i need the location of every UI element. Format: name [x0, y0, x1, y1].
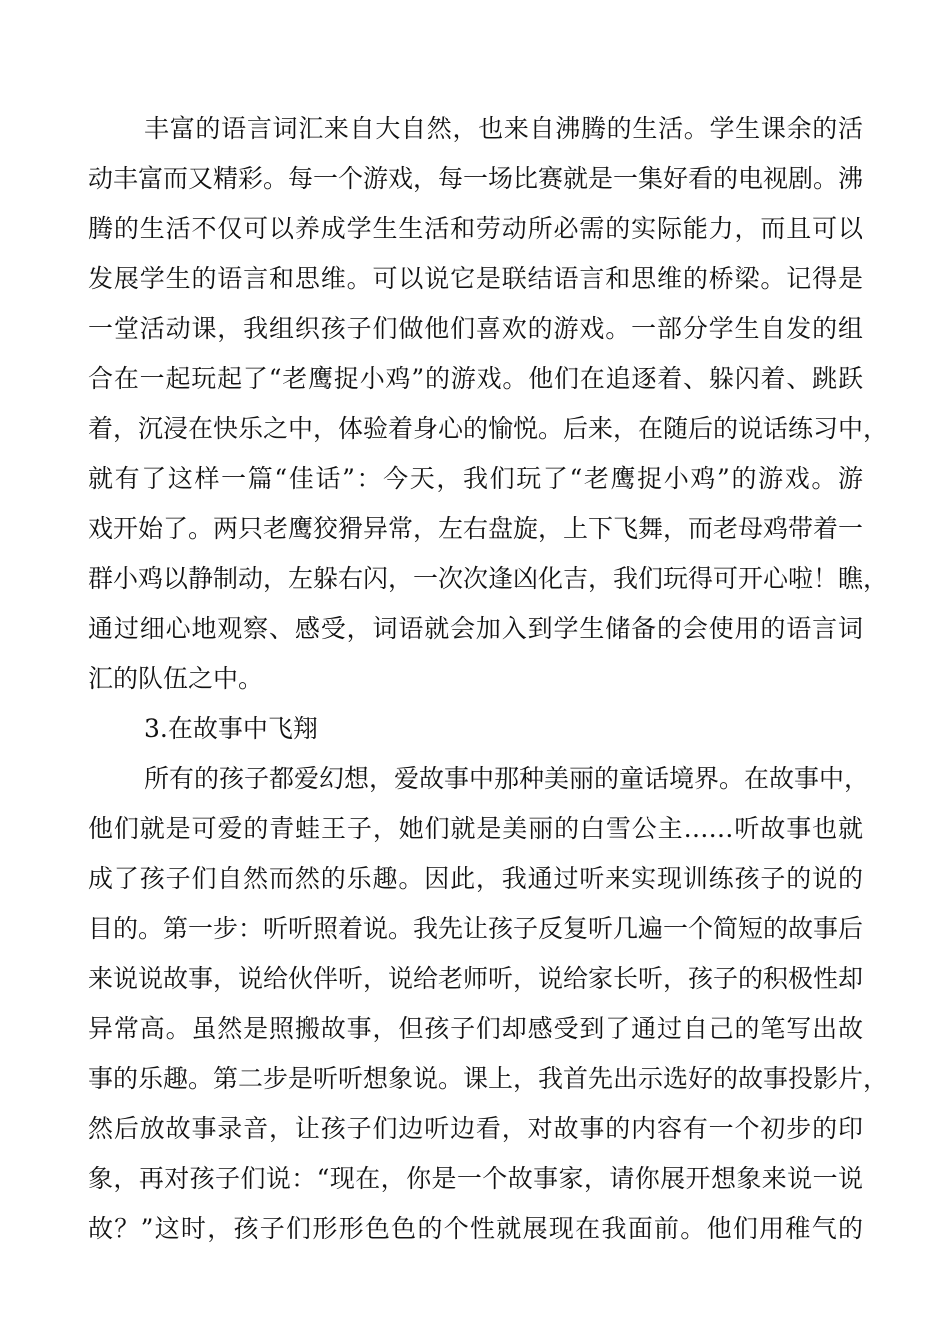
paragraph-line: 戏开始了。两只老鹰狡猾异常，左右盘旋，上下飞舞，而老母鸡带着一	[88, 514, 864, 543]
section-heading: 3.在故事中飞翔	[144, 714, 318, 743]
paragraph-line: 所有的孩子都爱幻想，爱故事中那种美丽的童话境界。在故事中，	[144, 764, 870, 793]
paragraph-line: 通过细心地观察、感受，词语就会加入到学生储备的会使用的语言词	[88, 614, 863, 643]
paragraph-line: 合在一起玩起了“老鹰捉小鸡”的游戏。他们在追逐着、躲闪着、跳跃	[88, 364, 863, 393]
paragraph-1	[88, 104, 889, 704]
paragraph-line: 一堂活动课，我组织孩子们做他们喜欢的游戏。一部分学生自发的组	[88, 314, 863, 343]
paragraph-line: 故？”这时，孩子们形形色色的个性就展现在我面前。他们用稚气的	[88, 1214, 863, 1243]
paragraph-line: 腾的生活不仅可以养成学生生活和劳动所必需的实际能力，而且可以	[88, 214, 863, 243]
paragraph-2	[88, 754, 889, 1254]
paragraph-line: 他们就是可爱的青蛙王子，她们就是美丽的白雪公主……听故事也就	[88, 814, 863, 843]
paragraph-line: 然后放故事录音，让孩子们边听边看，对故事的内容有一个初步的印	[88, 1114, 863, 1143]
paragraph-line: 发展学生的语言和思维。可以说它是联结语言和思维的桥梁。记得是	[88, 264, 863, 293]
paragraph-line: 异常高。虽然是照搬故事，但孩子们却感受到了通过自己的笔写出故	[88, 1014, 863, 1043]
paragraph-line: 丰富的语言词汇来自大自然，也来自沸腾的生活。学生课余的活	[144, 114, 863, 143]
paragraph-line: 来说说故事，说给伙伴听，说给老师听，说给家长听，孩子的积极性却	[88, 964, 864, 993]
document-body	[88, 104, 889, 1254]
paragraph-line: 目的。第一步：听听照着说。我先让孩子反复听几遍一个简短的故事后	[88, 914, 864, 943]
paragraph-line: 事的乐趣。第二步是听听想象说。课上，我首先出示选好的故事投影片，	[88, 1064, 889, 1093]
paragraph-line: 着，沉浸在快乐之中，体验着身心的愉悦。后来，在随后的说话练习中，	[88, 414, 889, 443]
paragraph-line: 群小鸡以静制动，左躲右闪，一次次逢凶化吉，我们玩得可开心啦！瞧，	[88, 564, 889, 593]
paragraph-line: 动丰富而又精彩。每一个游戏，每一场比赛就是一集好看的电视剧。沸	[88, 164, 864, 193]
paragraph-line: 汇的队伍之中。	[88, 664, 264, 693]
paragraph-line: 就有了这样一篇“佳话”：今天，我们玩了“老鹰捉小鸡”的游戏。游	[88, 464, 863, 493]
paragraph-line: 象，再对孩子们说：“现在，你是一个故事家，请你展开想象来说一说	[88, 1164, 863, 1193]
paragraph-line: 成了孩子们自然而然的乐趣。因此，我通过听来实现训练孩子的说的	[88, 864, 863, 893]
